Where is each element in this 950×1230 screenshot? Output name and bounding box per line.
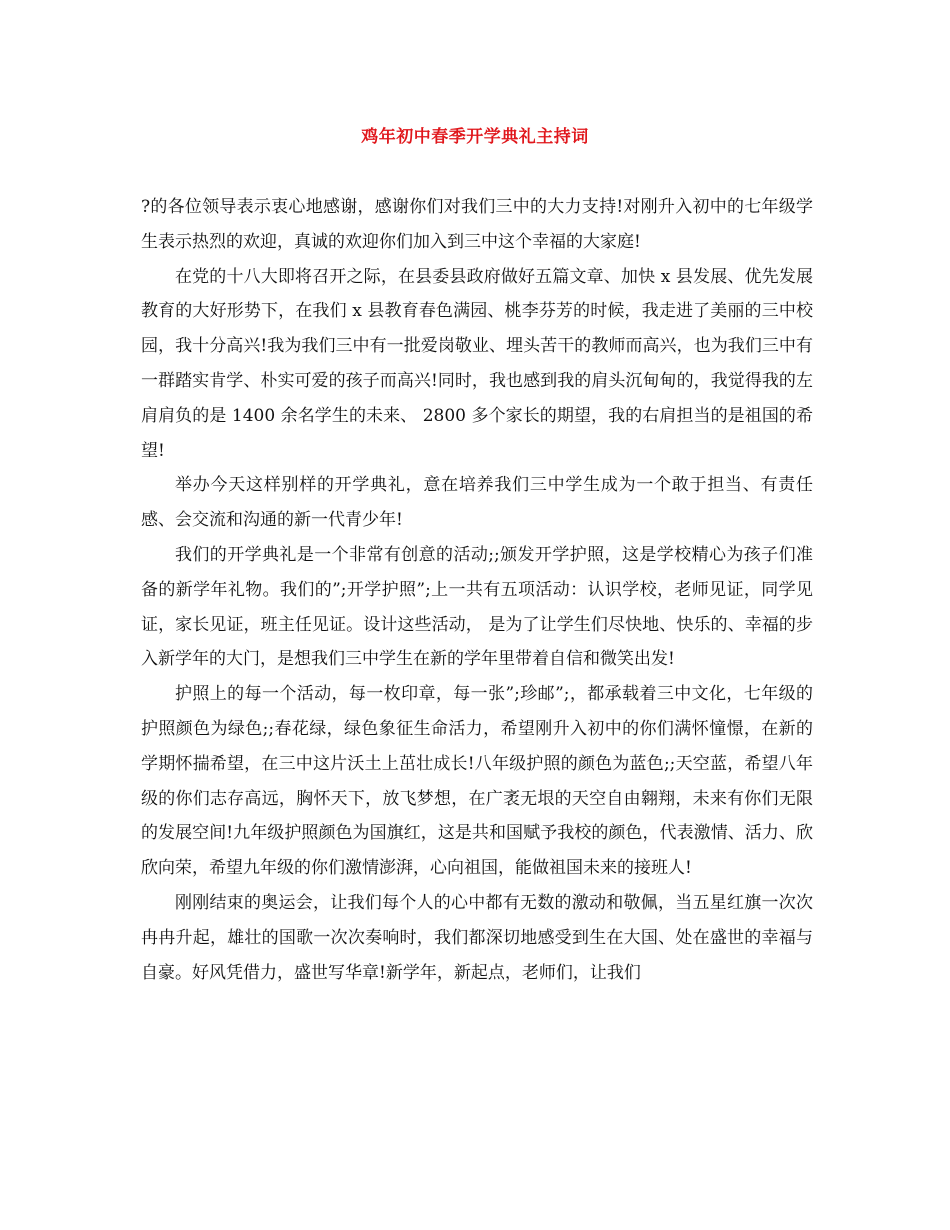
paragraph: 护照上的每一个活动，每一枚印章，每一张”;珍邮”;，都承载着三中文化，七年级的护照颜色为绿色;;春花绿，绿色象征生命活力，希望刚升入初中的你们满怀憧憬，在新的学期怀揣希望，在三中这片沃土上茁壮成长!八年级护照的颜色为蓝色;;天空蓝，希望八年级的你们志存高远，胸怀天下，放飞梦想，在广袤无垠的天空自由翱翔，未来有你们无限的发展空间!九年级护照颜色为国旗红，这是共和国赋予我校的颜色，代表激情、活力、欣欣向荣，希望九年级的你们激情澎湃，心向祖国，能做祖国未来的接班人! <box>141 684 813 879</box>
document-title: 鸡年初中春季开学典礼主持词 <box>361 127 589 147</box>
paragraph: 刚刚结束的奥运会，让我们每个人的心中都有无数的激动和敬佩，当五星红旗一次次冉冉升起，雄壮的国歌一次次奏响时，我们都深切地感受到生在大国、处在盛世的幸福与自豪。好风凭借力，盛世写华章!新学年，新起点，老师们，让我们 <box>141 892 813 983</box>
paragraph: ?的各位领导表示衷心地感谢，感谢你们对我们三中的大力支持!对刚升入初中的七年级学生表示热烈的欢迎，真诚的欢迎你们加入到三中这个幸福的大家庭! <box>141 197 813 252</box>
paragraph: 举办今天这样别样的开学典礼，意在培养我们三中学生成为一个敢于担当、有责任感、会交流和沟通的新一代青少年! <box>141 475 813 531</box>
paragraph: 我们的开学典礼是一个非常有创意的活动;;颁发开学护照，这是学校精心为孩子们准备的新学年礼物。我们的”;开学护照”;上一共有五项活动：认识学校，老师见证，同学见证，家长见证，班主任见证。设计这些活动， 是为了让学生们尽快地、快乐的、幸福的步入新学年的大门，是想我们三中学生在新的学年里带着自信和微笑出发! <box>141 544 813 670</box>
document-body <box>141 190 813 990</box>
paragraph: 在党的十八大即将召开之际，在县委县政府做好五篇文章、加快 x 县发展、优先发展教育的大好形势下，在我们 x 县教育春色满园、桃李芬芳的时候，我走进了美丽的三中校园，我十分高兴!我为我们三中有一批爱岗敬业、埋头苦干的教师而高兴，也为我们三中有一群踏实肯学、朴实可爱的孩子而高兴!同时，我也感到我的肩头沉甸甸的，我觉得我的左肩肩负的是 1400 余名学生的未来、 2800 多个家长的期望，我的右肩担当的是祖国的希望! <box>141 266 813 461</box>
